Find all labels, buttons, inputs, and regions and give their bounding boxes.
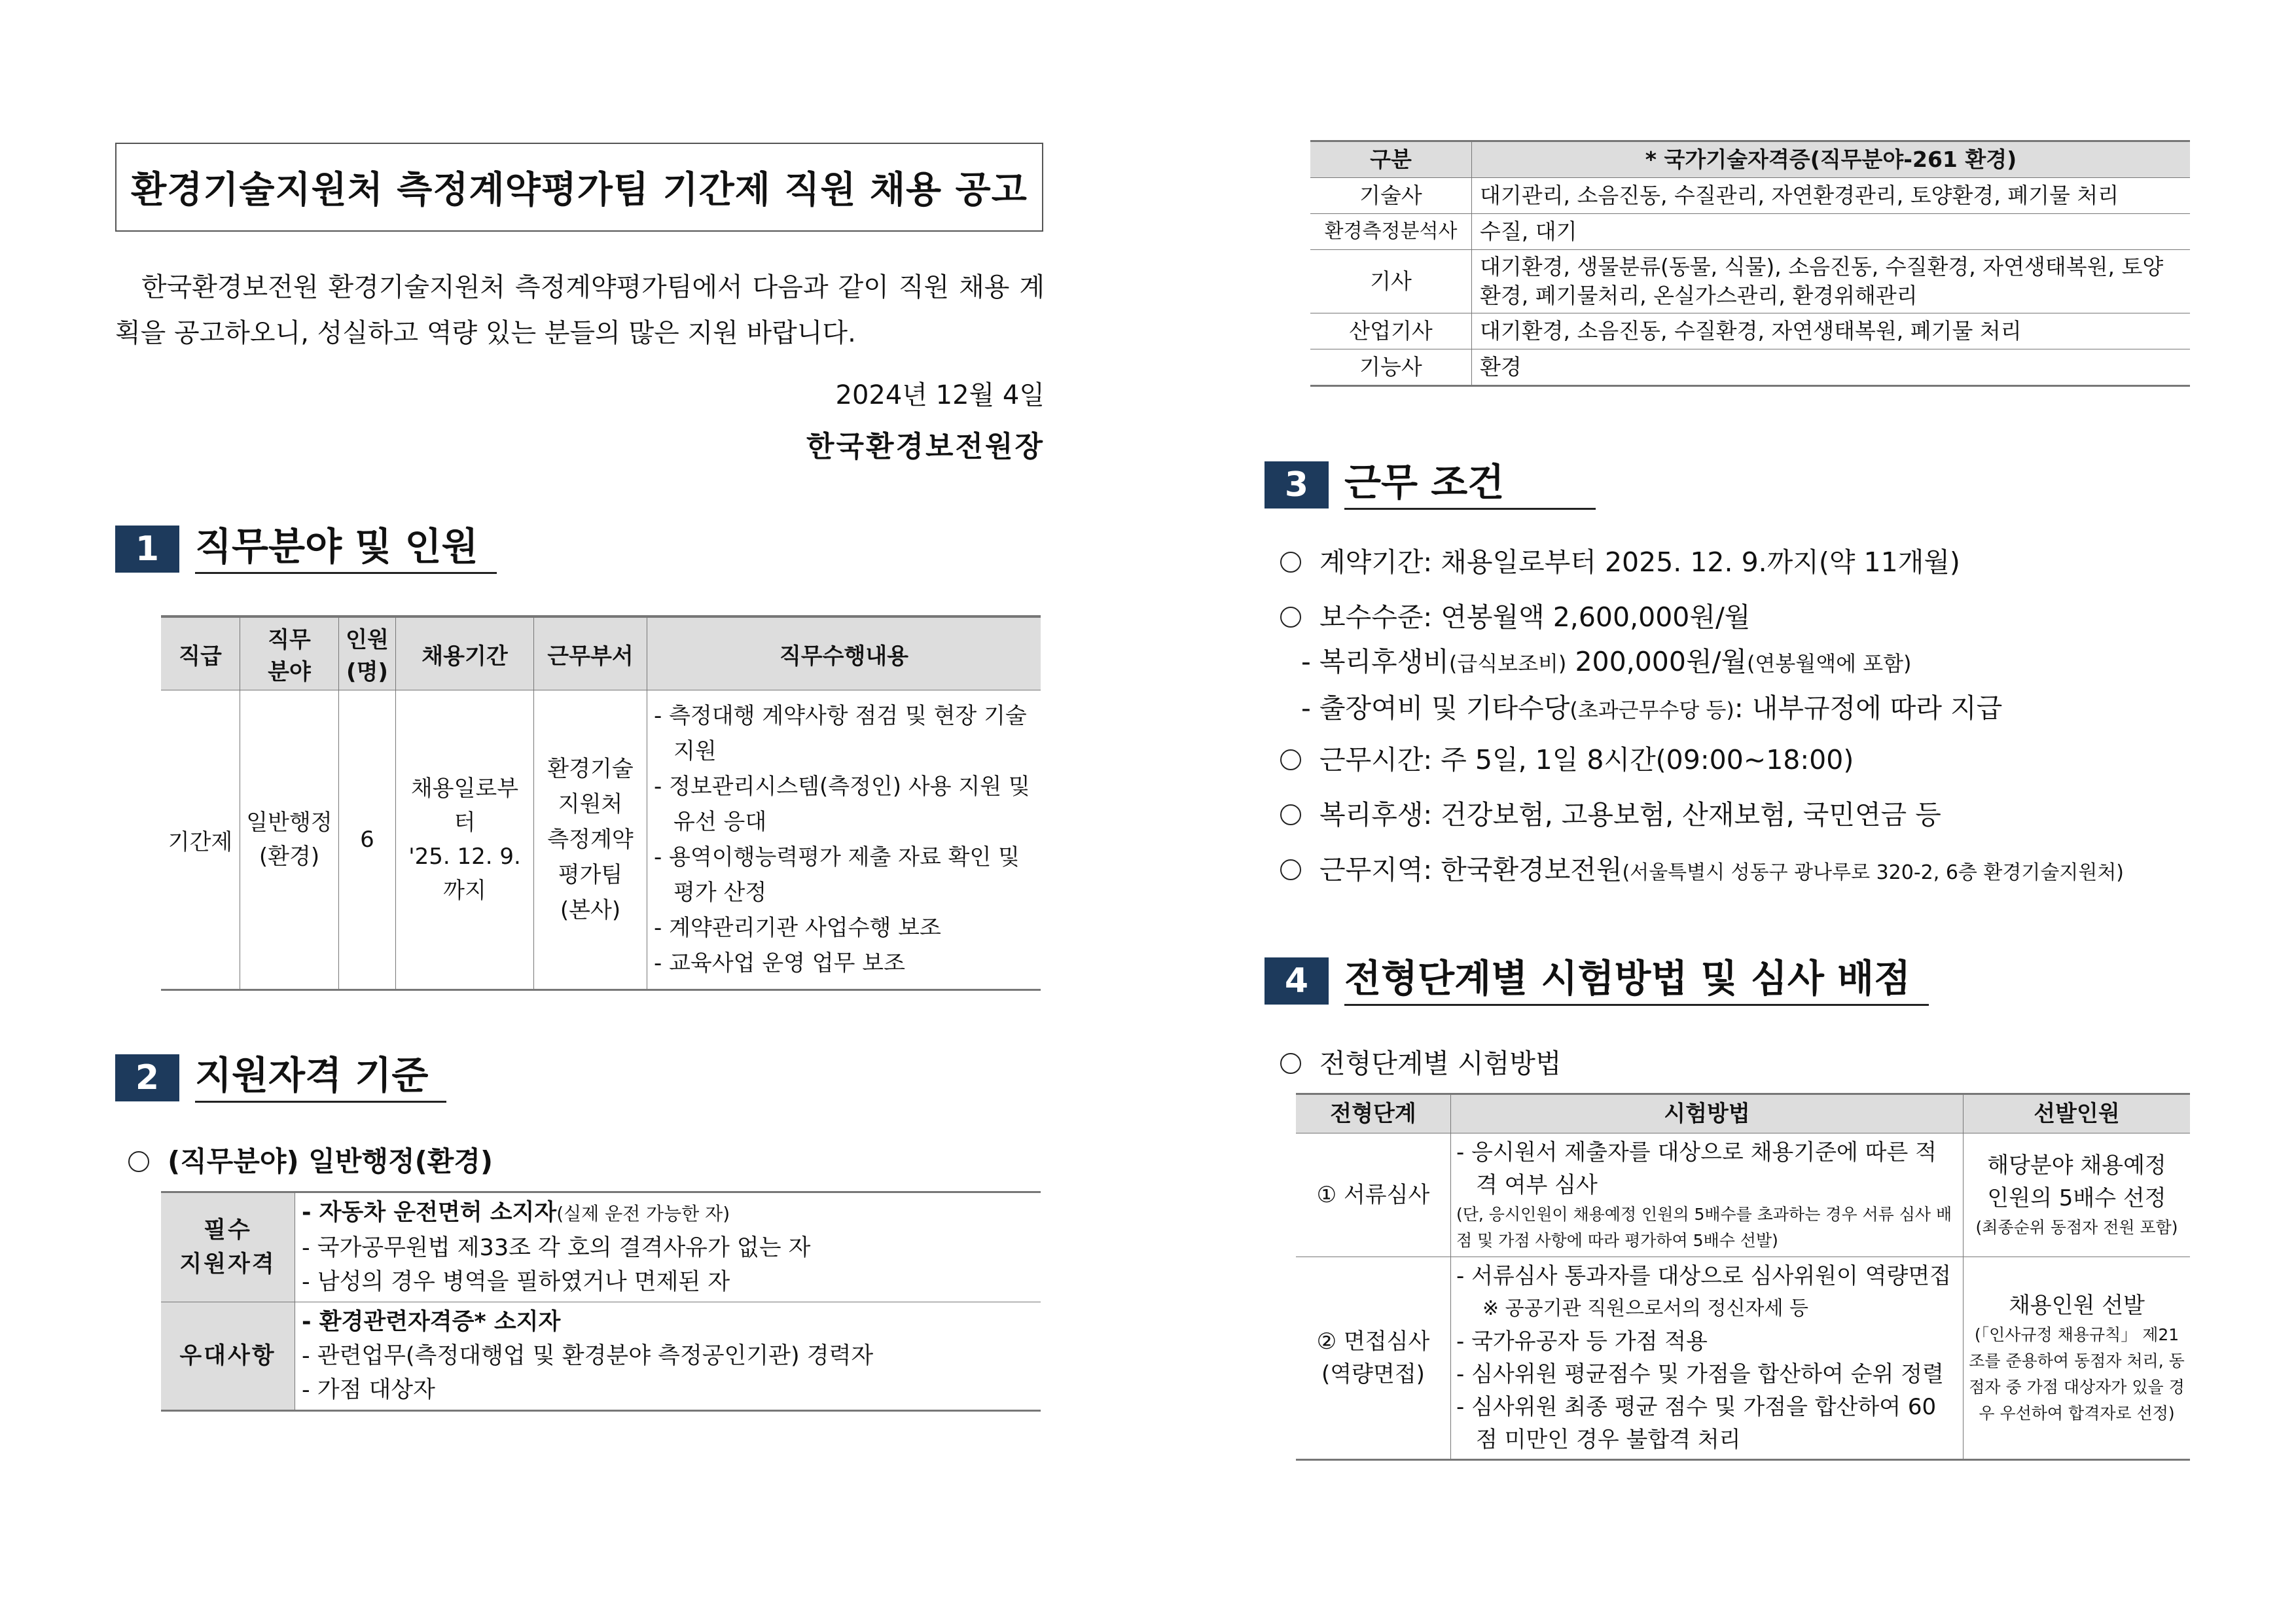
col-grade: 직급 <box>161 616 240 690</box>
col-duties: 직무수행내용 <box>647 616 1041 690</box>
stage-name-line2: (역량면접) <box>1321 1361 1425 1387</box>
stage-method <box>1451 1257 1964 1460</box>
section-title: 근무 조건 <box>1344 459 1596 510</box>
circle-bullet-icon <box>1280 804 1301 825</box>
col-field-line2: 분야 <box>268 659 311 685</box>
stage-name: ① 서류심사 <box>1296 1133 1451 1257</box>
signer: 한국환경보전원장 <box>806 430 1045 463</box>
section-number: 3 <box>1265 461 1329 508</box>
required-items <box>295 1192 1041 1302</box>
required-item-main: - 자동차 운전면허 소지자 <box>302 1200 557 1226</box>
section-1-header <box>115 524 497 574</box>
preferred-items <box>295 1302 1041 1411</box>
col-method: 시험방법 <box>1451 1094 1964 1133</box>
pay-sub-item <box>1280 643 2197 683</box>
col-field <box>240 616 339 690</box>
license-kind: 산업기사 <box>1310 313 1472 349</box>
license-kind: 환경측정분석사 <box>1310 214 1472 250</box>
cell-dept-line5: (본사) <box>560 897 621 923</box>
select-line1: 채용인원 선발 <box>2009 1293 2145 1319</box>
pay-sub-value: : 내부규정에 따라 지급 <box>1734 692 2003 724</box>
condition-item <box>1280 741 2197 779</box>
duty-item: - 용역이행능력평가 제출 자료 확인 및 평가 산정 <box>654 844 1020 906</box>
table-row <box>1310 349 2190 386</box>
preferred-item: - 관련업무(측정대행업 및 환경분야 측정공인기관) 경력자 <box>302 1343 874 1369</box>
circle-bullet-icon <box>1280 552 1301 573</box>
table-row <box>1310 178 2190 214</box>
license-kind: 기능사 <box>1310 349 1472 386</box>
jobs-table <box>161 615 1041 991</box>
table-row <box>1310 313 2190 349</box>
condition-pay: 보수수준: 연봉월액 2,600,000원/월 <box>1319 601 1751 633</box>
cell-period-line2: '25. 12. 9.까지 <box>408 844 521 904</box>
stage-select <box>1964 1257 2191 1460</box>
circle-bullet-icon <box>1280 859 1301 880</box>
col-select: 선발인원 <box>1964 1094 2191 1133</box>
page-title: 환경기술지원처 측정계약평가팀 기간제 직원 채용 공고 <box>115 143 1043 232</box>
table-row <box>161 1192 1041 1302</box>
cell-period <box>396 690 534 990</box>
required-item-note: (실제 운전 가능한 자) <box>556 1203 730 1224</box>
duty-item: - 교육사업 운영 업무 보조 <box>654 950 905 976</box>
license-kind: 기사 <box>1310 250 1472 313</box>
section-number: 2 <box>115 1054 179 1101</box>
qualification-table <box>161 1191 1041 1412</box>
required-label-line1: 필수 <box>204 1217 252 1243</box>
condition-item <box>1280 598 2197 636</box>
license-table <box>1310 140 2190 387</box>
preferred-item: - 가점 대상자 <box>302 1377 435 1403</box>
table-row <box>1296 1133 2190 1257</box>
required-item: - 국가공무원법 제33조 각 호의 결격사유가 없는 자 <box>302 1235 811 1261</box>
pay-sub-note: (초과근무수당 등) <box>1570 698 1734 722</box>
col-stage: 전형단계 <box>1296 1094 1451 1133</box>
duty-item: - 측정대행 계약사항 점검 및 현장 기술지원 <box>654 703 1027 764</box>
pay-sub-note: (급식보조비) <box>1448 651 1567 676</box>
license-kind: 기술사 <box>1310 178 1472 214</box>
select-note: (「인사규정 채용규칙」 제21조를 준용하여 동점자 처리, 동점자 중 가점 대상자가 있을 경우 우선하여 합격자로 선정) <box>1969 1325 2185 1423</box>
license-desc: 대기관리, 소음진동, 수질관리, 자연환경관리, 토양환경, 폐기물 처리 <box>1472 178 2191 214</box>
license-desc: 대기환경, 소음진동, 수질환경, 자연생태복원, 폐기물 처리 <box>1472 313 2191 349</box>
table-row <box>1310 250 2190 313</box>
preferred-item: - 환경관련자격증* 소지자 <box>302 1309 561 1335</box>
required-item: - 남성의 경우 병역을 필하였거나 면제된 자 <box>302 1269 730 1295</box>
select-line1: 해당분야 채용예정 <box>1987 1152 2166 1179</box>
pay-sub-note2: (연봉월액에 포함) <box>1747 651 1912 676</box>
cell-dept <box>534 690 647 990</box>
required-label <box>161 1192 295 1302</box>
condition-location-note: (서울특별시 성동구 광나루로 320-2, 6층 환경기술지원처) <box>1622 861 2124 884</box>
duty-item: - 정보관리시스템(측정인) 사용 지원 및 유선 응대 <box>654 774 1030 835</box>
method-note: (단, 응시인원이 채용예정 인원의 5배수를 초과하는 경우 서류 심사 배점 및 가점 사항에 따라 평가하여 5배수 선발) <box>1456 1205 1952 1250</box>
stage-name-line1: ② 면접심사 <box>1316 1329 1430 1355</box>
required-item <box>302 1196 1034 1231</box>
exam-table <box>1296 1093 2190 1461</box>
section-number: 4 <box>1265 957 1329 1005</box>
pay-sub-value: 200,000원/월 <box>1575 646 1748 677</box>
table-header-row <box>1310 141 2190 178</box>
cell-dept-line3: 측정계약 <box>547 827 634 853</box>
section-number: 1 <box>115 526 179 573</box>
method-item: - 심사위원 평균점수 및 가점을 합산하여 순위 정렬 <box>1456 1361 1944 1387</box>
table-row <box>1296 1257 2190 1460</box>
col-count-line1: 인원 <box>346 627 389 653</box>
method-item: - 심사위원 최종 평균 점수 및 가점을 합산하여 60점 미만인 경우 불합격 처리 <box>1456 1394 1937 1453</box>
section-title: 직무분야 및 인원 <box>195 524 497 574</box>
license-desc: 대기환경, 생물분류(동물, 식물), 소음진동, 수질환경, 자연생태복원, 토양환경, 폐기물처리, 온실가스관리, 환경위해관리 <box>1472 250 2191 313</box>
cell-count: 6 <box>339 690 396 990</box>
stage-name <box>1296 1257 1451 1460</box>
col-count-line2: (명) <box>346 659 388 685</box>
col-count <box>339 616 396 690</box>
required-label-line2: 지원자격 <box>179 1251 276 1277</box>
condition-hours: 근무시간: 주 5일, 1일 8시간(09:00~18:00) <box>1319 744 1854 776</box>
method-item: - 국가유공자 등 가점 적용 <box>1456 1329 1708 1355</box>
cell-field <box>240 690 339 990</box>
table-header-row <box>161 616 1041 690</box>
cell-dept-line4: 평가팀 <box>558 862 623 888</box>
preferred-label: 우대사항 <box>161 1302 295 1411</box>
col-kind: 구분 <box>1310 141 1472 178</box>
condition-item <box>1280 796 2197 834</box>
stage-method <box>1451 1133 1964 1257</box>
circle-bullet-icon <box>1280 1053 1301 1074</box>
condition-item <box>1280 543 2197 581</box>
section-title: 전형단계별 시험방법 및 심사 배점 <box>1344 955 1929 1006</box>
table-header-row <box>1296 1094 2190 1133</box>
method-note: ※ 공공기관 직원으로서의 정신자세 등 <box>1482 1297 1808 1320</box>
col-field-line1: 직무 <box>268 627 311 653</box>
conditions-list <box>1280 543 2197 892</box>
condition-location: 근무지역: 한국환경보전원 <box>1319 854 1623 885</box>
method-item: - 서류심사 통과자를 대상으로 심사위원이 역량면접 <box>1456 1263 1952 1289</box>
license-desc: 수질, 대기 <box>1472 214 2191 250</box>
qualification-heading <box>128 1140 493 1179</box>
cell-field-line1: 일반행정 <box>246 810 332 836</box>
qualification-heading-text: (직무분야) 일반행정(환경) <box>168 1145 493 1177</box>
license-desc: 환경 <box>1472 349 2191 386</box>
circle-bullet-icon <box>1280 607 1301 628</box>
cell-dept-line1: 환경기술 <box>547 756 634 782</box>
stage-select <box>1964 1133 2191 1257</box>
section-3-header <box>1265 459 1596 510</box>
table-row <box>161 690 1041 990</box>
pay-sub-main: - 복리후생비 <box>1301 646 1449 677</box>
section-4-header <box>1265 955 1929 1006</box>
condition-welfare: 복리후생: 건강보험, 고용보험, 산재보험, 국민연금 등 <box>1319 799 1941 830</box>
condition-item <box>1280 851 2197 892</box>
table-row <box>161 1302 1041 1411</box>
circle-bullet-icon <box>1280 749 1301 770</box>
col-period: 채용기간 <box>396 616 534 690</box>
exam-heading-text: 전형단계별 시험방법 <box>1319 1048 1562 1079</box>
cell-period-line1: 채용일로부터 <box>410 776 519 836</box>
pay-sub-item <box>1280 689 2197 729</box>
cell-duties <box>647 690 1041 990</box>
announcement-date: 2024년 12월 4일 <box>835 380 1045 410</box>
cell-dept-line2: 지원처 <box>558 791 623 817</box>
circle-bullet-icon <box>128 1151 149 1172</box>
intro-paragraph: 한국환경보전원 환경기술지원처 측정계약평가팀에서 다음과 같이 직원 채용 계획을 공고하오니, 성실하고 역량 있는 분들의 많은 지원 바랍니다. <box>115 272 1045 348</box>
duty-item: - 계약관리기관 사업수행 보조 <box>654 915 941 941</box>
condition-contract: 계약기간: 채용일로부터 2025. 12. 9.까지(약 11개월) <box>1319 546 1960 578</box>
col-license: * 국가기술자격증(직무분야-261 환경) <box>1472 141 2191 178</box>
cell-field-line2: (환경) <box>259 844 320 870</box>
table-row <box>1310 214 2190 250</box>
select-line2: 인원의 5배수 선정 <box>1987 1185 2166 1211</box>
section-title: 지원자격 기준 <box>195 1052 446 1103</box>
method-item: - 응시원서 제출자를 대상으로 채용기준에 따른 적격 여부 심사 <box>1456 1139 1937 1198</box>
exam-heading <box>1280 1042 1562 1080</box>
col-dept: 근무부서 <box>534 616 647 690</box>
section-2-header <box>115 1052 446 1103</box>
select-note: (최종순위 동점자 전원 포함) <box>1975 1218 2178 1237</box>
cell-grade: 기간제 <box>161 690 240 990</box>
pay-sub-main: - 출장여비 및 기타수당 <box>1301 692 1570 724</box>
